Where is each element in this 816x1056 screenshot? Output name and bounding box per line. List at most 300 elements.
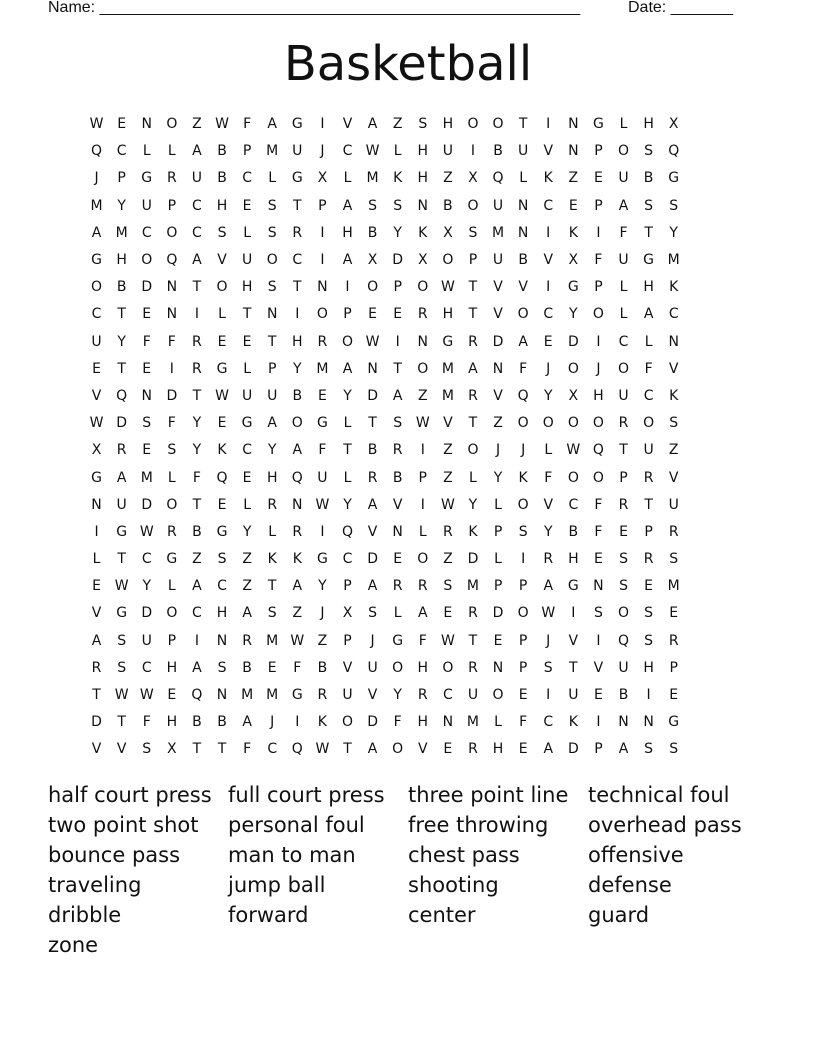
grid-letter[interactable]: Z xyxy=(242,578,252,595)
grid-letter[interactable]: H xyxy=(292,333,303,350)
grid-letter[interactable]: P xyxy=(468,252,478,269)
grid-letter[interactable]: A xyxy=(342,360,353,377)
grid-letter[interactable]: V xyxy=(217,252,227,269)
grid-letter[interactable]: A xyxy=(367,496,378,513)
grid-letter[interactable]: N xyxy=(266,306,278,323)
grid-letter[interactable]: C xyxy=(442,687,453,704)
grid-letter[interactable]: W xyxy=(89,116,104,133)
grid-letter[interactable]: R xyxy=(643,469,654,486)
grid-letter[interactable]: I xyxy=(395,333,400,350)
grid-letter[interactable]: H xyxy=(166,659,178,676)
grid-letter[interactable]: S xyxy=(443,578,453,595)
grid-letter[interactable]: L xyxy=(418,523,427,540)
grid-letter[interactable]: I xyxy=(169,360,174,377)
grid-letter[interactable]: U xyxy=(191,170,203,187)
grid-letter[interactable]: U xyxy=(643,442,654,459)
grid-letter[interactable]: V xyxy=(493,387,503,404)
grid-letter[interactable]: L xyxy=(619,116,628,133)
grid-letter[interactable]: I xyxy=(571,605,576,622)
grid-letter[interactable]: Y xyxy=(267,442,277,459)
grid-letter[interactable]: I xyxy=(546,116,551,133)
grid-letter[interactable]: P xyxy=(418,469,427,486)
grid-letter[interactable]: T xyxy=(468,632,478,649)
grid-letter[interactable]: M xyxy=(667,578,680,595)
grid-letter[interactable]: S xyxy=(418,116,428,133)
grid-letter[interactable]: U xyxy=(367,659,378,676)
grid-letter[interactable]: O xyxy=(442,252,454,269)
grid-letter[interactable]: S xyxy=(644,197,654,214)
grid-letter[interactable]: L xyxy=(494,496,502,513)
grid-letter[interactable]: U xyxy=(618,252,629,269)
grid-letter[interactable]: Y xyxy=(142,578,152,595)
grid-letter[interactable]: P xyxy=(167,197,177,214)
grid-letter[interactable]: W xyxy=(114,578,129,595)
grid-letter[interactable]: R xyxy=(392,578,403,595)
grid-letter[interactable]: T xyxy=(468,279,478,296)
grid-letter[interactable]: V xyxy=(367,687,378,704)
grid-letter[interactable]: G xyxy=(291,170,303,187)
grid-letter[interactable]: T xyxy=(117,551,126,568)
grid-letter[interactable]: N xyxy=(392,523,403,540)
grid-letter[interactable]: W xyxy=(139,523,154,540)
grid-letter[interactable]: E xyxy=(242,469,252,486)
grid-letter[interactable]: D xyxy=(467,551,479,568)
grid-letter[interactable]: Y xyxy=(343,496,352,513)
grid-letter[interactable]: V xyxy=(493,279,503,296)
grid-letter[interactable]: O xyxy=(141,252,153,269)
grid-letter[interactable]: N xyxy=(668,333,679,350)
grid-letter[interactable]: M xyxy=(266,687,279,704)
grid-letter[interactable]: B xyxy=(242,659,252,676)
grid-letter[interactable]: Y xyxy=(117,333,126,350)
grid-letter[interactable]: R xyxy=(468,605,478,622)
grid-letter[interactable]: I xyxy=(521,551,526,568)
grid-letter[interactable]: D xyxy=(166,387,178,404)
grid-letter[interactable]: I xyxy=(320,224,325,241)
grid-letter[interactable]: Z xyxy=(192,551,202,568)
grid-letter[interactable]: E xyxy=(217,496,227,513)
grid-letter[interactable]: S xyxy=(167,442,177,459)
grid-letter[interactable]: U xyxy=(568,687,579,704)
grid-letter[interactable]: S xyxy=(669,197,679,214)
grid-letter[interactable]: S xyxy=(669,415,679,432)
grid-letter[interactable]: E xyxy=(92,578,101,595)
grid-letter[interactable]: H xyxy=(568,551,579,568)
grid-letter[interactable]: Q xyxy=(166,252,178,269)
grid-letter[interactable]: L xyxy=(644,333,653,350)
grid-letter[interactable]: P xyxy=(518,632,528,649)
grid-letter[interactable]: N xyxy=(492,659,504,676)
grid-letter[interactable]: O xyxy=(643,415,655,432)
grid-letter[interactable]: J xyxy=(320,605,325,622)
grid-letter[interactable]: W xyxy=(440,279,455,296)
grid-letter[interactable]: I xyxy=(194,632,199,649)
grid-letter[interactable]: C xyxy=(668,306,679,323)
grid-letter[interactable]: N xyxy=(568,116,579,133)
grid-letter[interactable]: P xyxy=(518,659,528,676)
grid-letter[interactable]: N xyxy=(593,578,604,595)
grid-letter[interactable]: S xyxy=(468,224,478,241)
grid-letter[interactable]: N xyxy=(643,714,654,731)
grid-letter[interactable]: A xyxy=(543,741,554,758)
grid-letter[interactable]: I xyxy=(596,224,601,241)
grid-letter[interactable]: E xyxy=(619,523,628,540)
grid-letter[interactable]: E xyxy=(242,333,252,350)
grid-letter[interactable]: S xyxy=(518,523,528,540)
grid-letter[interactable]: P xyxy=(343,632,352,649)
grid-letter[interactable]: R xyxy=(417,306,428,323)
grid-letter[interactable]: V xyxy=(568,632,579,649)
grid-letter[interactable]: R xyxy=(317,333,328,350)
grid-letter[interactable]: P xyxy=(167,632,177,649)
grid-letter[interactable]: I xyxy=(546,279,551,296)
grid-letter[interactable]: X xyxy=(568,387,579,404)
grid-letter[interactable]: Q xyxy=(618,632,630,649)
grid-letter[interactable]: L xyxy=(268,170,277,187)
grid-letter[interactable]: O xyxy=(592,415,604,432)
grid-letter[interactable]: N xyxy=(517,224,529,241)
grid-letter[interactable]: O xyxy=(216,279,228,296)
grid-letter[interactable]: C xyxy=(267,741,278,758)
grid-letter[interactable]: M xyxy=(667,252,680,269)
grid-letter[interactable]: U xyxy=(467,687,479,704)
grid-letter[interactable]: X xyxy=(443,224,453,241)
grid-letter[interactable]: L xyxy=(343,415,352,432)
grid-letter[interactable]: E xyxy=(518,741,528,758)
grid-letter[interactable]: S xyxy=(117,659,127,676)
grid-letter[interactable]: O xyxy=(166,496,178,513)
grid-letter[interactable]: U xyxy=(241,387,253,404)
grid-letter[interactable]: C xyxy=(568,496,579,513)
grid-letter[interactable]: O xyxy=(517,496,529,513)
grid-letter[interactable]: I xyxy=(546,224,551,241)
grid-letter[interactable]: T xyxy=(619,442,628,459)
grid-letter[interactable]: I xyxy=(546,687,551,704)
grid-letter[interactable]: M xyxy=(266,632,279,649)
grid-letter[interactable]: O xyxy=(291,415,303,432)
grid-letter[interactable]: K xyxy=(267,551,277,568)
grid-letter[interactable]: O xyxy=(492,687,504,704)
grid-letter[interactable]: W xyxy=(415,415,430,432)
grid-letter[interactable]: D xyxy=(492,333,504,350)
grid-letter[interactable]: Z xyxy=(493,415,503,432)
grid-letter[interactable]: Y xyxy=(242,523,252,540)
grid-letter[interactable]: H xyxy=(492,741,504,758)
grid-letter[interactable]: S xyxy=(217,224,227,241)
grid-letter[interactable]: S xyxy=(142,415,152,432)
grid-letter[interactable]: V xyxy=(91,605,102,622)
grid-letter[interactable]: F xyxy=(167,333,176,350)
grid-letter[interactable]: N xyxy=(141,116,152,133)
grid-letter[interactable]: Y xyxy=(468,496,478,513)
grid-letter[interactable]: X xyxy=(91,442,102,459)
grid-letter[interactable]: H xyxy=(643,659,654,676)
grid-letter[interactable]: M xyxy=(441,387,454,404)
grid-letter[interactable]: O xyxy=(91,279,103,296)
grid-letter[interactable]: V xyxy=(543,143,554,160)
grid-letter[interactable]: E xyxy=(393,306,403,323)
grid-letter[interactable]: A xyxy=(242,605,252,622)
grid-letter[interactable]: R xyxy=(367,469,378,486)
grid-letter[interactable]: F xyxy=(393,714,402,731)
grid-letter[interactable]: V xyxy=(342,659,353,676)
grid-letter[interactable]: K xyxy=(393,170,403,187)
grid-letter[interactable]: A xyxy=(342,197,353,214)
grid-letter[interactable]: O xyxy=(467,116,479,133)
grid-letter[interactable]: Y xyxy=(117,197,126,214)
grid-letter[interactable]: M xyxy=(241,687,254,704)
grid-letter[interactable]: N xyxy=(317,279,328,296)
grid-letter[interactable]: J xyxy=(596,360,601,377)
grid-letter[interactable]: U xyxy=(317,469,328,486)
grid-letter[interactable]: F xyxy=(619,224,628,241)
grid-letter[interactable]: Q xyxy=(91,143,103,160)
grid-letter[interactable]: V xyxy=(91,387,102,404)
grid-letter[interactable]: O xyxy=(341,714,353,731)
grid-letter[interactable]: E xyxy=(593,170,603,187)
grid-letter[interactable]: V xyxy=(91,741,102,758)
grid-letter[interactable]: C xyxy=(242,442,252,459)
grid-letter[interactable]: S xyxy=(267,197,277,214)
grid-letter[interactable]: L xyxy=(92,551,101,568)
grid-letter[interactable]: O xyxy=(467,442,479,459)
grid-letter[interactable]: N xyxy=(367,360,378,377)
grid-letter[interactable]: U xyxy=(618,387,629,404)
grid-letter[interactable]: T xyxy=(192,741,202,758)
grid-letter[interactable]: M xyxy=(466,714,479,731)
grid-letter[interactable]: D xyxy=(141,279,153,296)
grid-letter[interactable]: T xyxy=(468,415,478,432)
grid-letter[interactable]: J xyxy=(546,360,551,377)
grid-letter[interactable]: B xyxy=(217,714,227,731)
grid-letter[interactable]: L xyxy=(167,469,176,486)
grid-letter[interactable]: Z xyxy=(443,469,453,486)
grid-letter[interactable]: L xyxy=(494,714,502,731)
grid-letter[interactable]: R xyxy=(618,415,629,432)
grid-letter[interactable]: O xyxy=(417,551,429,568)
grid-letter[interactable]: P xyxy=(518,578,528,595)
grid-letter[interactable]: W xyxy=(365,143,380,160)
grid-letter[interactable]: G xyxy=(567,578,579,595)
grid-letter[interactable]: U xyxy=(267,387,278,404)
grid-letter[interactable]: I xyxy=(295,306,300,323)
grid-letter[interactable]: R xyxy=(417,578,428,595)
grid-letter[interactable]: T xyxy=(343,741,352,758)
grid-letter[interactable]: T xyxy=(217,741,227,758)
grid-letter[interactable]: X xyxy=(167,741,177,758)
grid-letter[interactable]: P xyxy=(594,741,603,758)
grid-letter[interactable]: E xyxy=(92,360,101,377)
grid-letter[interactable]: P xyxy=(594,279,603,296)
grid-letter[interactable]: R xyxy=(442,523,453,540)
grid-letter[interactable]: V xyxy=(116,741,127,758)
grid-letter[interactable]: F xyxy=(293,659,302,676)
grid-letter[interactable]: F xyxy=(243,741,252,758)
grid-letter[interactable]: Z xyxy=(443,170,453,187)
grid-letter[interactable]: H xyxy=(643,279,654,296)
date-field[interactable]: Date: _______ xyxy=(628,0,733,16)
grid-letter[interactable]: S xyxy=(644,605,654,622)
grid-letter[interactable]: H xyxy=(166,714,178,731)
grid-letter[interactable]: R xyxy=(668,523,679,540)
grid-letter[interactable]: D xyxy=(492,605,504,622)
grid-letter[interactable]: U xyxy=(116,496,127,513)
grid-letter[interactable]: G xyxy=(392,632,404,649)
grid-letter[interactable]: U xyxy=(342,687,353,704)
grid-letter[interactable]: O xyxy=(166,605,178,622)
grid-letter[interactable]: J xyxy=(521,442,526,459)
grid-letter[interactable]: A xyxy=(116,469,127,486)
grid-letter[interactable]: D xyxy=(567,333,579,350)
grid-letter[interactable]: T xyxy=(518,116,528,133)
grid-letter[interactable]: M xyxy=(266,143,279,160)
grid-letter[interactable]: S xyxy=(368,197,378,214)
grid-letter[interactable]: I xyxy=(320,116,325,133)
grid-letter[interactable]: W xyxy=(365,333,380,350)
grid-letter[interactable]: C xyxy=(116,143,127,160)
grid-letter[interactable]: E xyxy=(393,551,403,568)
grid-letter[interactable]: O xyxy=(618,360,630,377)
grid-letter[interactable]: L xyxy=(243,496,252,513)
grid-letter[interactable]: V xyxy=(543,252,554,269)
grid-letter[interactable]: V xyxy=(443,415,453,432)
grid-letter[interactable]: W xyxy=(315,496,330,513)
grid-letter[interactable]: I xyxy=(596,632,601,649)
grid-letter[interactable]: N xyxy=(417,197,428,214)
grid-letter[interactable]: A xyxy=(91,224,102,241)
grid-letter[interactable]: K xyxy=(317,714,327,731)
grid-letter[interactable]: E xyxy=(267,659,277,676)
grid-letter[interactable]: O xyxy=(166,224,178,241)
grid-letter[interactable]: B xyxy=(367,224,378,241)
grid-letter[interactable]: D xyxy=(91,714,102,731)
grid-letter[interactable]: M xyxy=(140,469,153,486)
grid-letter[interactable]: R xyxy=(543,551,554,568)
grid-letter[interactable]: K xyxy=(418,224,428,241)
grid-letter[interactable]: A xyxy=(192,143,202,160)
grid-letter[interactable]: R xyxy=(166,523,177,540)
grid-letter[interactable]: T xyxy=(117,306,126,323)
grid-letter[interactable]: A xyxy=(643,306,654,323)
grid-letter[interactable]: G xyxy=(668,170,680,187)
grid-letter[interactable]: D xyxy=(116,415,128,432)
grid-letter[interactable]: Z xyxy=(292,605,303,622)
grid-letter[interactable]: R xyxy=(116,442,127,459)
grid-letter[interactable]: R xyxy=(468,741,478,758)
grid-letter[interactable]: G xyxy=(116,523,128,540)
grid-letter[interactable]: K xyxy=(292,551,302,568)
grid-letter[interactable]: A xyxy=(292,578,303,595)
grid-letter[interactable]: T xyxy=(468,306,478,323)
grid-letter[interactable]: N xyxy=(166,306,178,323)
grid-letter[interactable]: N xyxy=(166,279,178,296)
grid-letter[interactable]: D xyxy=(567,741,579,758)
name-field[interactable]: Name: ______________________________________________________ xyxy=(48,0,581,16)
grid-letter[interactable]: G xyxy=(643,252,655,269)
grid-letter[interactable]: P xyxy=(343,578,352,595)
grid-letter[interactable]: J xyxy=(94,170,99,187)
grid-letter[interactable]: U xyxy=(492,252,504,269)
grid-letter[interactable]: I xyxy=(420,442,425,459)
grid-letter[interactable]: C xyxy=(342,551,353,568)
grid-letter[interactable]: F xyxy=(594,252,603,269)
grid-letter[interactable]: N xyxy=(442,714,454,731)
grid-letter[interactable]: I xyxy=(94,523,99,540)
grid-letter[interactable]: R xyxy=(317,687,328,704)
grid-letter[interactable]: G xyxy=(216,360,228,377)
grid-letter[interactable]: N xyxy=(216,687,228,704)
grid-letter[interactable]: E xyxy=(242,197,252,214)
grid-letter[interactable]: V xyxy=(593,659,604,676)
grid-letter[interactable]: Y xyxy=(343,387,352,404)
grid-letter[interactable]: F xyxy=(243,116,252,133)
grid-letter[interactable]: E xyxy=(669,605,679,622)
grid-letter[interactable]: C xyxy=(192,224,202,241)
grid-letter[interactable]: M xyxy=(90,197,103,214)
grid-letter[interactable]: W xyxy=(89,415,104,432)
grid-letter[interactable]: Y xyxy=(543,387,553,404)
grid-letter[interactable]: Y xyxy=(192,415,202,432)
grid-letter[interactable]: C xyxy=(217,578,227,595)
grid-letter[interactable]: E xyxy=(117,116,127,133)
grid-letter[interactable]: S xyxy=(142,741,152,758)
grid-letter[interactable]: X xyxy=(417,252,428,269)
grid-letter[interactable]: I xyxy=(320,523,325,540)
grid-letter[interactable]: E xyxy=(593,687,603,704)
grid-letter[interactable]: L xyxy=(343,170,352,187)
grid-letter[interactable]: Q xyxy=(668,143,680,160)
grid-letter[interactable]: P xyxy=(493,578,503,595)
grid-letter[interactable]: S xyxy=(393,197,403,214)
grid-letter[interactable]: G xyxy=(91,252,102,269)
grid-letter[interactable]: F xyxy=(318,442,327,459)
grid-letter[interactable]: V xyxy=(668,469,679,486)
grid-letter[interactable]: O xyxy=(567,469,579,486)
grid-letter[interactable]: G xyxy=(316,551,328,568)
grid-letter[interactable]: N xyxy=(492,360,504,377)
grid-letter[interactable]: P xyxy=(619,469,628,486)
grid-letter[interactable]: X xyxy=(668,116,679,133)
grid-letter[interactable]: G xyxy=(668,714,680,731)
grid-letter[interactable]: A xyxy=(367,116,378,133)
grid-letter[interactable]: D xyxy=(367,387,378,404)
grid-letter[interactable]: N xyxy=(417,333,428,350)
grid-letter[interactable]: O xyxy=(316,306,328,323)
grid-letter[interactable]: O xyxy=(592,469,604,486)
grid-letter[interactable]: O xyxy=(467,197,479,214)
grid-letter[interactable]: H xyxy=(643,116,654,133)
grid-letter[interactable]: R xyxy=(468,387,478,404)
grid-letter[interactable]: E xyxy=(217,415,227,432)
grid-letter[interactable]: C xyxy=(342,143,353,160)
grid-letter[interactable]: S xyxy=(217,659,227,676)
grid-letter[interactable]: L xyxy=(167,578,176,595)
grid-letter[interactable]: A xyxy=(292,442,303,459)
grid-letter[interactable]: A xyxy=(367,741,378,758)
grid-letter[interactable]: A xyxy=(367,578,378,595)
grid-letter[interactable]: V xyxy=(518,279,528,296)
grid-letter[interactable]: S xyxy=(644,632,654,649)
grid-letter[interactable]: H xyxy=(417,143,429,160)
grid-letter[interactable]: S xyxy=(217,551,227,568)
grid-letter[interactable]: V xyxy=(342,116,353,133)
grid-letter[interactable]: E xyxy=(142,306,152,323)
grid-letter[interactable]: A xyxy=(518,333,528,350)
grid-letter[interactable]: T xyxy=(569,659,578,676)
grid-letter[interactable]: S xyxy=(644,143,654,160)
grid-letter[interactable]: U xyxy=(241,252,253,269)
grid-letter[interactable]: Y xyxy=(569,306,578,323)
